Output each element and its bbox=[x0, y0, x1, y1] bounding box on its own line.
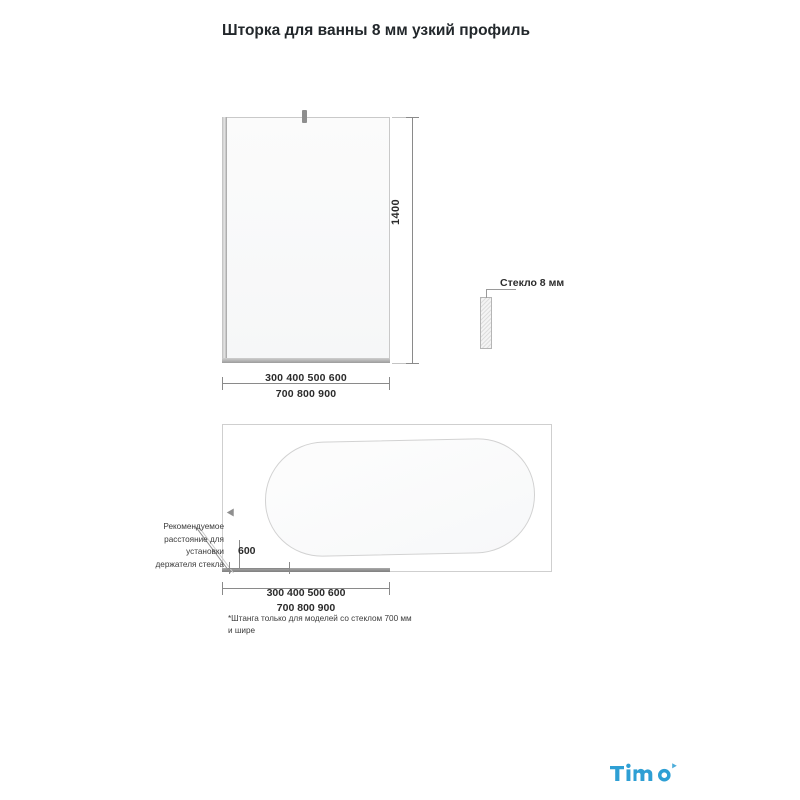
height-dimension-label: 1400 bbox=[390, 198, 402, 225]
height-dimension-tick-bottom bbox=[406, 363, 419, 364]
holder-dimension-label: 600 bbox=[238, 545, 256, 557]
plan-width-line1: 300 400 500 600 bbox=[266, 587, 346, 599]
page-title: Шторка для ванны 8 мм узкий профиль bbox=[222, 22, 531, 39]
glass-leader-horizontal bbox=[486, 289, 516, 290]
glass-thickness-label: Стекло 8 мм bbox=[500, 277, 565, 289]
height-dimension-line bbox=[412, 117, 413, 363]
glass-section-detail bbox=[480, 297, 492, 349]
brand-logo bbox=[608, 757, 678, 787]
wall-profile bbox=[222, 117, 227, 363]
glass-panel-elevation bbox=[222, 117, 390, 363]
holder-dimension-tick-left bbox=[229, 562, 230, 574]
width-dimension-line2: 700 800 900 bbox=[275, 387, 337, 400]
width-dimension-labels bbox=[222, 371, 390, 401]
holder-dimension-line bbox=[228, 568, 290, 569]
holder-distance-note: Рекомендуемое расстояние для установки держателя стекла bbox=[155, 522, 224, 570]
bathtub-bowl-plan bbox=[265, 437, 535, 558]
footnote-text: *Штанга только для моделей со стеклом 700 мм и шире bbox=[228, 614, 412, 636]
plan-width-line2: 700 800 900 bbox=[276, 601, 336, 614]
glass-leader-vertical bbox=[486, 289, 487, 298]
holder-dimension-tick-right bbox=[289, 562, 290, 574]
height-dimension-tick-top bbox=[406, 117, 419, 118]
width-dimension-line1: 300 400 500 600 bbox=[265, 372, 347, 384]
bottom-profile bbox=[222, 358, 390, 363]
plan-width-labels bbox=[222, 586, 390, 615]
glass-holder-icon bbox=[302, 110, 307, 123]
